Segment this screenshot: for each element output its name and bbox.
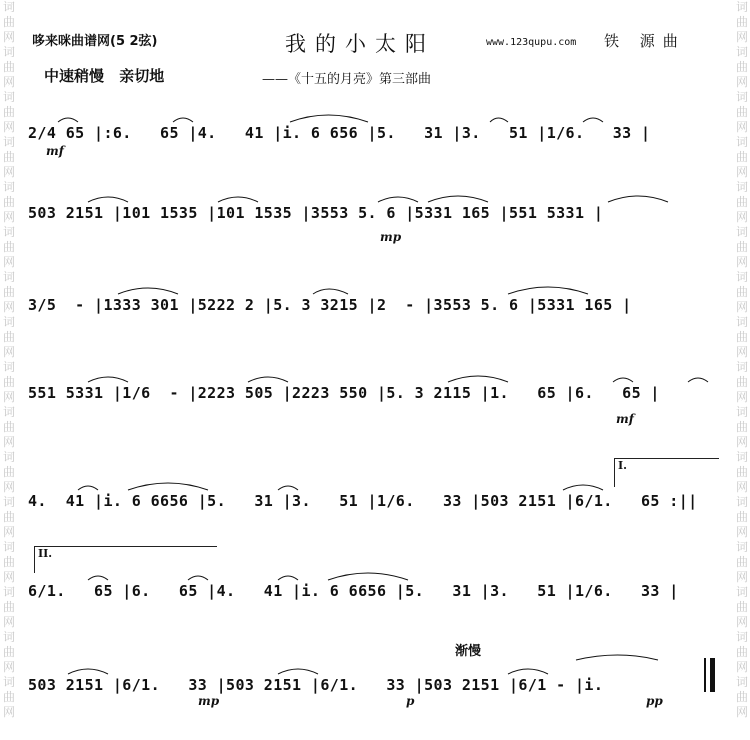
watermark-glyph: 网 <box>735 390 748 404</box>
watermark-glyph: 曲 <box>2 510 15 524</box>
watermark-glyph: 词 <box>2 0 15 14</box>
watermark-glyph: 曲 <box>2 375 15 389</box>
watermark-glyph: 曲 <box>735 555 748 569</box>
watermark-glyph: 词 <box>735 630 748 644</box>
watermark-glyph: 曲 <box>735 465 748 479</box>
watermark-glyph: 词 <box>735 450 748 464</box>
watermark-glyph: 网 <box>735 75 748 89</box>
watermark-glyph: 曲 <box>735 645 748 659</box>
watermark-glyph: 网 <box>735 615 748 629</box>
row-notes: 551 5331 |1/6 - |2223 505 |2223 550 |5. 3 2115 |1. 65 |6. 65 | <box>28 384 660 402</box>
watermark-glyph: 词 <box>2 450 15 464</box>
key-signature: 哆来咪曲谱网(5 2弦) <box>32 34 158 49</box>
staff-row-6 <box>28 558 728 616</box>
watermark-glyph: 曲 <box>2 555 15 569</box>
watermark-glyph: 词 <box>735 90 748 104</box>
volta-second-label: II. <box>38 547 53 560</box>
composer: 铁 源曲 <box>604 32 686 50</box>
watermark-glyph: 词 <box>2 180 15 194</box>
watermark-glyph: 网 <box>735 435 748 449</box>
watermark-glyph: 网 <box>735 210 748 224</box>
watermark-glyph: 词 <box>735 360 748 374</box>
watermark-glyph: 词 <box>2 45 15 59</box>
watermark-glyph: 曲 <box>2 465 15 479</box>
watermark-glyph: 网 <box>735 660 748 674</box>
watermark-glyph: 网 <box>2 435 15 449</box>
watermark-glyph: 曲 <box>2 285 15 299</box>
watermark-glyph: 曲 <box>735 240 748 254</box>
dynamic-mark: mp <box>380 230 402 244</box>
watermark-glyph: 曲 <box>2 15 15 29</box>
watermark-glyph: 网 <box>735 165 748 179</box>
watermark-right <box>735 0 749 720</box>
dynamic-mark: pp <box>646 694 663 708</box>
watermark-left <box>2 0 16 720</box>
watermark-glyph: 网 <box>2 75 15 89</box>
watermark-glyph: 网 <box>735 120 748 134</box>
watermark-glyph: 曲 <box>2 195 15 209</box>
watermark-glyph: 曲 <box>735 195 748 209</box>
watermark-glyph: 网 <box>735 570 748 584</box>
tempo-marking: 中速稍慢 亲切地 <box>44 67 165 85</box>
song-title: 我的小太阳 <box>285 32 435 56</box>
watermark-glyph: 词 <box>2 585 15 599</box>
watermark-glyph: 词 <box>2 675 15 689</box>
watermark-glyph: 曲 <box>735 330 748 344</box>
watermark-glyph: 词 <box>2 405 15 419</box>
source-note: ——《十五的月亮》第三部曲 <box>262 72 432 87</box>
dynamic-mark: mf <box>46 144 64 158</box>
watermark-glyph: 网 <box>735 300 748 314</box>
watermark-glyph: 网 <box>2 570 15 584</box>
row-notes: 3/5 - |1333 301 |5222 2 |5. 3 3215 |2 - |3553 5. 6 |5331 165 | <box>28 296 632 314</box>
watermark-glyph: 网 <box>2 120 15 134</box>
watermark-glyph: 网 <box>2 615 15 629</box>
watermark-glyph: 词 <box>735 405 748 419</box>
watermark-glyph: 曲 <box>735 510 748 524</box>
watermark-glyph: 曲 <box>2 420 15 434</box>
staff-row-2 <box>28 180 728 244</box>
watermark-glyph: 词 <box>2 360 15 374</box>
watermark-glyph: 曲 <box>2 150 15 164</box>
row-notes: 2/4 65 |:6. 65 |4. 41 |i. 6 656 |5. 31 |3. 51 |1/6. 33 | <box>28 124 651 142</box>
watermark-glyph: 曲 <box>735 690 748 704</box>
watermark-glyph: 词 <box>735 315 748 329</box>
watermark-glyph: 词 <box>2 135 15 149</box>
watermark-glyph: 词 <box>735 675 748 689</box>
volta-first-label: I. <box>618 459 627 472</box>
watermark-glyph: 网 <box>2 480 15 494</box>
watermark-glyph: 网 <box>735 30 748 44</box>
watermark-glyph: 曲 <box>735 60 748 74</box>
watermark-glyph: 网 <box>2 345 15 359</box>
staff-row-1 <box>28 100 728 158</box>
watermark-glyph: 曲 <box>2 645 15 659</box>
watermark-glyph: 曲 <box>735 105 748 119</box>
watermark-glyph: 词 <box>735 135 748 149</box>
watermark-glyph: 曲 <box>2 600 15 614</box>
final-barline-thin <box>704 658 706 692</box>
row-notes: 503 2151 |6/1. 33 |503 2151 |6/1. 33 |503 2151 |6/1 - |i. <box>28 676 604 694</box>
watermark-glyph: 网 <box>735 345 748 359</box>
watermark-glyph: 词 <box>2 495 15 509</box>
watermark-glyph: 词 <box>2 630 15 644</box>
watermark-glyph: 曲 <box>735 150 748 164</box>
dynamic-mark: mf <box>616 412 634 426</box>
watermark-glyph: 曲 <box>735 420 748 434</box>
watermark-glyph: 词 <box>2 90 15 104</box>
watermark-glyph: 词 <box>2 540 15 554</box>
ritardando-mark: 渐慢 <box>455 644 482 659</box>
watermark-glyph: 词 <box>735 585 748 599</box>
watermark-glyph: 网 <box>2 255 15 269</box>
watermark-glyph: 曲 <box>2 330 15 344</box>
watermark-glyph: 网 <box>735 705 748 719</box>
final-barline-thick <box>710 658 715 692</box>
watermark-glyph: 词 <box>735 45 748 59</box>
watermark-glyph: 网 <box>735 480 748 494</box>
row-notes: 503 2151 |101 1535 |101 1535 |3553 5. 6 |5331 165 |551 5331 | <box>28 204 604 222</box>
watermark-glyph: 网 <box>2 210 15 224</box>
watermark-glyph: 网 <box>2 300 15 314</box>
watermark-glyph: 词 <box>2 315 15 329</box>
staff-row-5 <box>28 468 728 526</box>
dynamic-mark: mp <box>198 694 220 708</box>
watermark-glyph: 网 <box>2 660 15 674</box>
watermark-glyph: 曲 <box>2 60 15 74</box>
watermark-glyph: 词 <box>2 225 15 239</box>
watermark-glyph: 网 <box>2 525 15 539</box>
row-notes: 6/1. 65 |6. 65 |4. 41 |i. 6 6656 |5. 31 |3. 51 |1/6. 33 | <box>28 582 679 600</box>
watermark-glyph: 词 <box>735 225 748 239</box>
staff-row-7 <box>28 652 728 710</box>
watermark-glyph: 曲 <box>735 375 748 389</box>
watermark-glyph: 网 <box>2 30 15 44</box>
watermark-glyph: 词 <box>735 180 748 194</box>
watermark-glyph: 网 <box>735 255 748 269</box>
watermark-glyph: 网 <box>2 165 15 179</box>
watermark-glyph: 曲 <box>2 105 15 119</box>
watermark-glyph: 曲 <box>735 600 748 614</box>
watermark-glyph: 网 <box>2 705 15 719</box>
dynamic-mark: p <box>406 694 415 708</box>
row-notes: 4. 41 |i. 6 6656 |5. 31 |3. 51 |1/6. 33 |503 2151 |6/1. 65 :|| <box>28 492 698 510</box>
watermark-glyph: 词 <box>735 0 748 14</box>
watermark-glyph: 网 <box>735 525 748 539</box>
watermark-glyph: 词 <box>735 540 748 554</box>
watermark-glyph: 词 <box>735 270 748 284</box>
watermark-glyph: 词 <box>2 270 15 284</box>
watermark-glyph: 曲 <box>2 690 15 704</box>
staff-row-3 <box>28 272 728 330</box>
watermark-glyph: 网 <box>2 390 15 404</box>
watermark-glyph: 曲 <box>2 240 15 254</box>
watermark-glyph: 曲 <box>735 15 748 29</box>
watermark-glyph: 词 <box>735 495 748 509</box>
staff-row-4 <box>28 360 728 426</box>
watermark-glyph: 曲 <box>735 285 748 299</box>
site-url: www.123qupu.com <box>486 37 577 48</box>
